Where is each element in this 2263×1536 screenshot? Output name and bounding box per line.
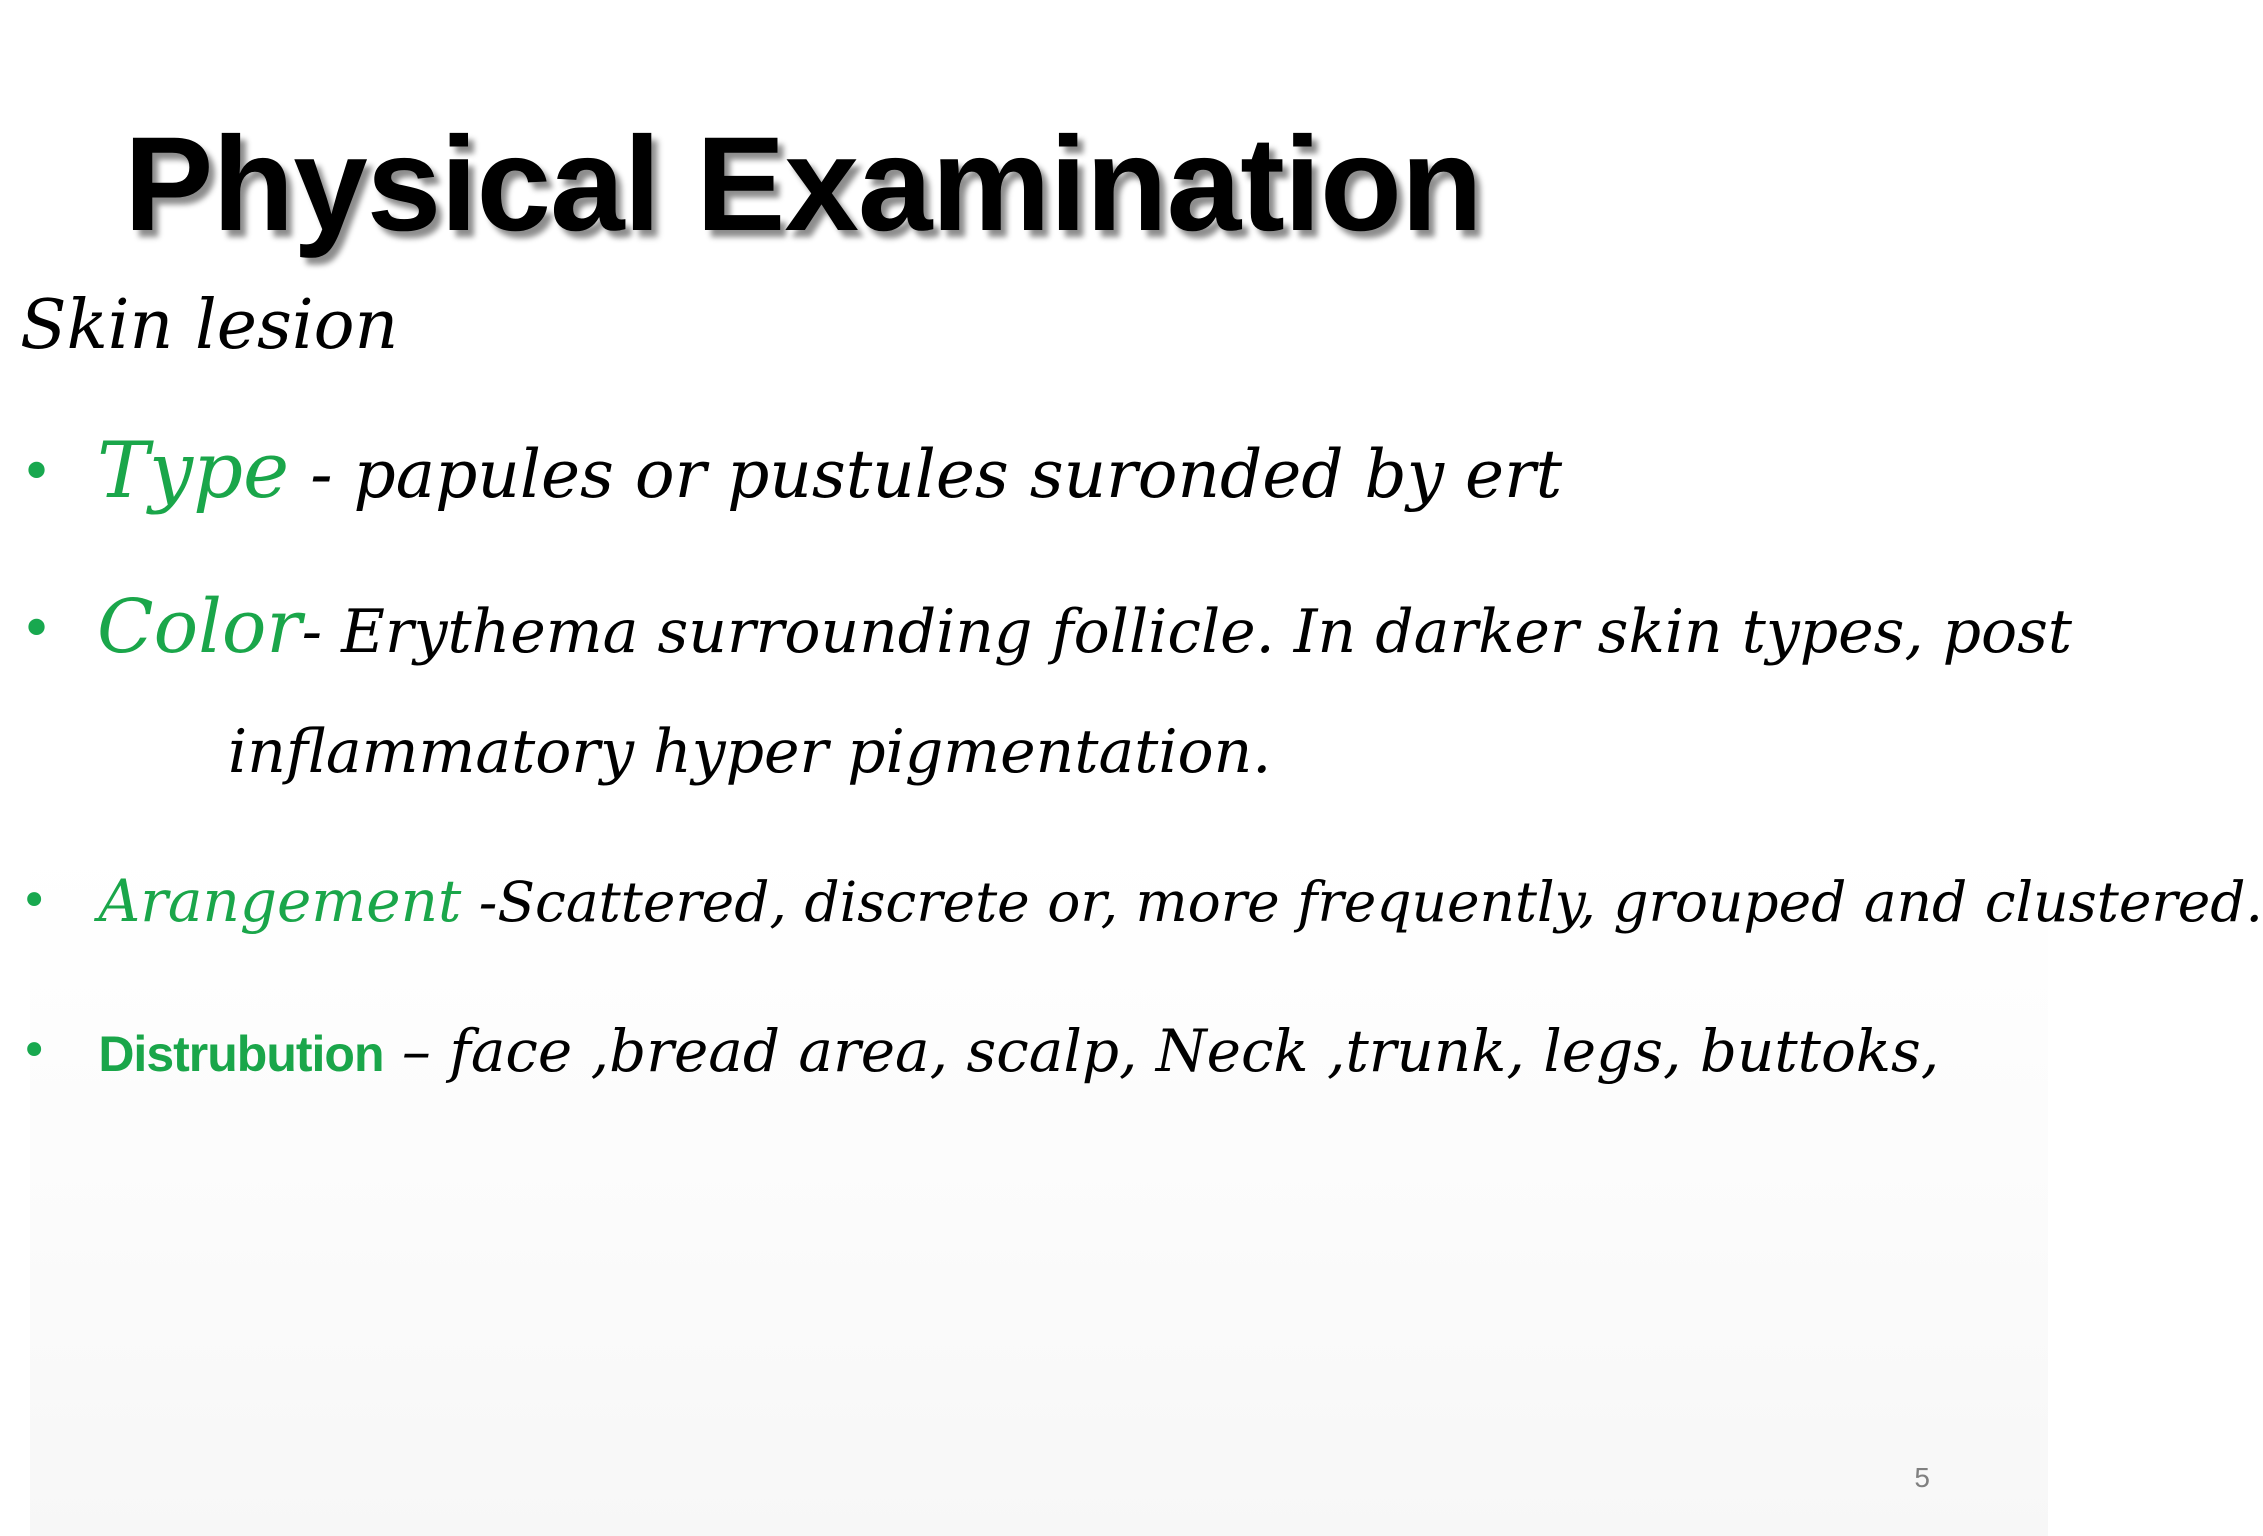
bullet-term: Type [97, 426, 290, 516]
slide-title: Physical Examination [124, 110, 1482, 259]
bullet-text: - Erythema surrounding follicle. In darker skin types, post [301, 597, 2073, 667]
bullet-dot-icon: • [20, 597, 54, 662]
bullet-dot-icon: • [20, 873, 49, 929]
page-number: 5 [1914, 1462, 1930, 1493]
bullet-term: Color [97, 584, 302, 670]
slide-subtitle: Skin lesion [20, 286, 399, 365]
bullet-text: – face ,bread area, scalp, Neck ,trunk, legs, buttoks, [383, 1017, 1940, 1085]
bullet-dot-icon: • [20, 1023, 49, 1079]
bullet-text: -Scattered, discrete or, more frequently, grouped and clustered. [461, 870, 2263, 934]
bullet-term: Distrubution [98, 1026, 384, 1082]
bullet-type [20, 426, 1563, 516]
bullet-term: Arangement [98, 867, 462, 935]
slide-left-edge [0, 0, 30, 1536]
bullet-text: - papules or pustules suronded by ert [289, 436, 1563, 513]
bullet-dot-icon: • [20, 440, 54, 505]
bullet-color-continuation: inflammatory hyper pigmentation. [228, 717, 1272, 787]
bullet-distribution [20, 1017, 1940, 1085]
bullet-color [20, 584, 2073, 670]
bullet-arrangement [20, 867, 2263, 935]
